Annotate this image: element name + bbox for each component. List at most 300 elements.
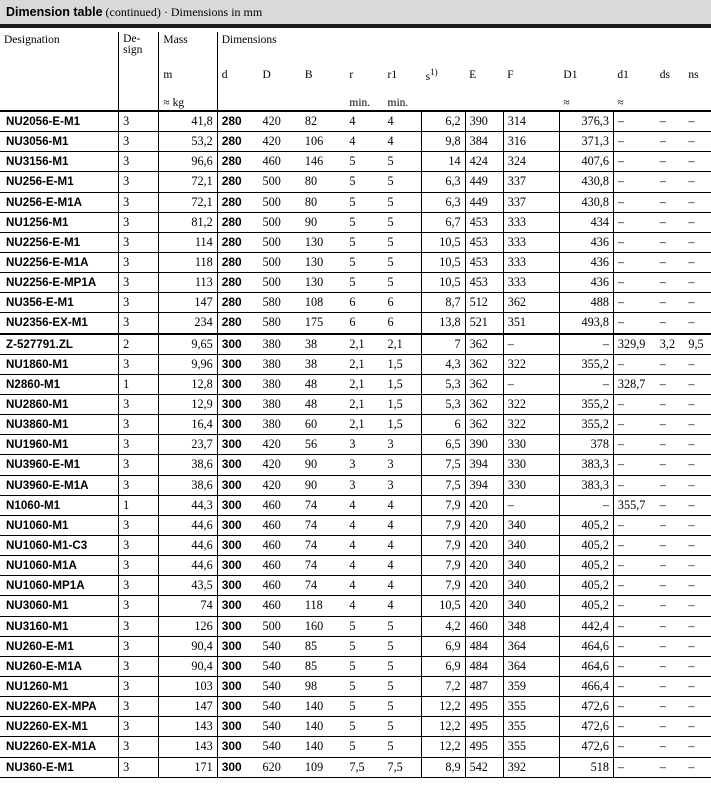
cell-d1: – xyxy=(613,737,655,757)
cell-ds: – xyxy=(656,354,685,374)
table-row xyxy=(0,636,711,656)
cell-r1: 5 xyxy=(384,676,422,696)
cell-mass: 44,3 xyxy=(159,495,217,515)
table-row xyxy=(0,676,711,696)
cell-d1: – xyxy=(613,535,655,555)
cell-designation: NU1060-M1A xyxy=(0,556,119,576)
cell-ds: – xyxy=(656,212,685,232)
cell-r: 5 xyxy=(345,273,383,293)
cell-design: 2 xyxy=(119,334,159,355)
cell-E: 362 xyxy=(465,415,503,435)
cell-s: 6,5 xyxy=(422,435,465,455)
cell-E: 420 xyxy=(465,576,503,596)
cell-r1: 4 xyxy=(384,132,422,152)
header-col-s-label: s xyxy=(425,70,431,83)
cell-ns: – xyxy=(684,132,711,152)
cell-D1: 472,6 xyxy=(559,737,613,757)
table-row xyxy=(0,273,711,293)
cell-designation: NU3960-E-M1A xyxy=(0,475,119,495)
cell-B: 140 xyxy=(301,717,346,737)
cell-r: 5 xyxy=(345,172,383,192)
cell-E: 453 xyxy=(465,232,503,252)
cell-E: 460 xyxy=(465,616,503,636)
cell-r: 2,1 xyxy=(345,415,383,435)
cell-r1: 5 xyxy=(384,656,422,676)
cell-d1: – xyxy=(613,435,655,455)
header-blank-d xyxy=(217,90,258,111)
cell-s: 7,5 xyxy=(422,455,465,475)
cell-E: 484 xyxy=(465,636,503,656)
cell-design: 3 xyxy=(119,475,159,495)
cell-D1: 464,6 xyxy=(559,656,613,676)
cell-s: 12,2 xyxy=(422,717,465,737)
cell-mass: 72,1 xyxy=(159,172,217,192)
cell-d: 300 xyxy=(217,495,258,515)
cell-E: 453 xyxy=(465,252,503,272)
cell-d: 300 xyxy=(217,737,258,757)
table-row xyxy=(0,475,711,495)
cell-ds: – xyxy=(656,475,685,495)
header-design: De- sign xyxy=(119,32,159,111)
cell-d1: – xyxy=(613,313,655,334)
cell-D1: 430,8 xyxy=(559,172,613,192)
cell-design: 3 xyxy=(119,616,159,636)
cell-F: 355 xyxy=(503,697,559,717)
cell-d: 300 xyxy=(217,676,258,696)
cell-r1: 5 xyxy=(384,252,422,272)
cell-r1: 4 xyxy=(384,535,422,555)
cell-d1: – xyxy=(613,656,655,676)
cell-designation: NU260-E-M1 xyxy=(0,636,119,656)
cell-r1: 5 xyxy=(384,232,422,252)
cell-ds: – xyxy=(656,394,685,414)
cell-s: 5,3 xyxy=(422,374,465,394)
cell-designation: NU2256-E-MP1A xyxy=(0,273,119,293)
cell-F: 322 xyxy=(503,415,559,435)
cell-ds: – xyxy=(656,111,685,132)
cell-D: 540 xyxy=(259,636,301,656)
table-row xyxy=(0,394,711,414)
cell-designation: NU2860-M1 xyxy=(0,394,119,414)
table-row xyxy=(0,354,711,374)
cell-r: 5 xyxy=(345,676,383,696)
cell-r: 5 xyxy=(345,616,383,636)
cell-s: 8,7 xyxy=(422,293,465,313)
cell-ns: 9,5 xyxy=(684,334,711,355)
cell-D1: 378 xyxy=(559,435,613,455)
cell-r1: 5 xyxy=(384,212,422,232)
cell-d1: – xyxy=(613,152,655,172)
cell-design: 3 xyxy=(119,394,159,414)
cell-D1: 466,4 xyxy=(559,676,613,696)
table-row xyxy=(0,737,711,757)
cell-d: 300 xyxy=(217,556,258,576)
cell-ns: – xyxy=(684,535,711,555)
cell-design: 3 xyxy=(119,232,159,252)
cell-ns: – xyxy=(684,192,711,212)
cell-d: 300 xyxy=(217,475,258,495)
cell-mass: 43,5 xyxy=(159,576,217,596)
cell-D1: 472,6 xyxy=(559,697,613,717)
cell-B: 109 xyxy=(301,757,346,777)
cell-s: 5,3 xyxy=(422,394,465,414)
cell-D1: 355,2 xyxy=(559,354,613,374)
cell-F: 330 xyxy=(503,475,559,495)
cell-ns: – xyxy=(684,636,711,656)
cell-r: 2,1 xyxy=(345,394,383,414)
cell-ns: – xyxy=(684,616,711,636)
cell-design: 3 xyxy=(119,596,159,616)
cell-mass: 9,65 xyxy=(159,334,217,355)
cell-designation: NU1260-M1 xyxy=(0,676,119,696)
cell-E: 384 xyxy=(465,132,503,152)
cell-ns: – xyxy=(684,435,711,455)
header-mass-symbol: m xyxy=(159,60,217,90)
cell-d1: – xyxy=(613,717,655,737)
cell-d1: – xyxy=(613,252,655,272)
cell-E: 424 xyxy=(465,152,503,172)
cell-D1: 405,2 xyxy=(559,596,613,616)
header-col-ns: ns xyxy=(688,69,699,81)
cell-s: 7,9 xyxy=(422,576,465,596)
cell-F: 355 xyxy=(503,737,559,757)
cell-s: 7,9 xyxy=(422,535,465,555)
cell-d: 300 xyxy=(217,374,258,394)
header-mass: Mass xyxy=(159,32,217,60)
cell-designation: NU2260-EX-MPA xyxy=(0,697,119,717)
cell-E: 487 xyxy=(465,676,503,696)
cell-s: 7,2 xyxy=(422,676,465,696)
cell-designation: NU2056-E-M1 xyxy=(0,111,119,132)
cell-E: 394 xyxy=(465,475,503,495)
cell-mass: 171 xyxy=(159,757,217,777)
cell-d1: – xyxy=(613,697,655,717)
cell-D: 540 xyxy=(259,737,301,757)
table-row xyxy=(0,576,711,596)
cell-mass: 126 xyxy=(159,616,217,636)
header-r-min: min. xyxy=(345,90,383,111)
cell-ns: – xyxy=(684,374,711,394)
cell-B: 80 xyxy=(301,192,346,212)
cell-designation: NU1060-MP1A xyxy=(0,576,119,596)
table-title-bold: Dimension table xyxy=(6,5,103,19)
cell-r1: 4 xyxy=(384,556,422,576)
cell-mass: 113 xyxy=(159,273,217,293)
cell-design: 3 xyxy=(119,252,159,272)
cell-D: 460 xyxy=(259,152,301,172)
cell-d: 280 xyxy=(217,293,258,313)
cell-r: 4 xyxy=(345,556,383,576)
cell-D: 420 xyxy=(259,435,301,455)
cell-D: 460 xyxy=(259,596,301,616)
table-row xyxy=(0,232,711,252)
cell-r1: 4 xyxy=(384,111,422,132)
cell-s: 13,8 xyxy=(422,313,465,334)
cell-mass: 90,4 xyxy=(159,636,217,656)
cell-D: 420 xyxy=(259,455,301,475)
table-row xyxy=(0,556,711,576)
cell-d: 300 xyxy=(217,717,258,737)
cell-design: 3 xyxy=(119,192,159,212)
cell-r1: 5 xyxy=(384,273,422,293)
cell-E: 390 xyxy=(465,435,503,455)
cell-r1: 5 xyxy=(384,172,422,192)
cell-designation: NU3060-M1 xyxy=(0,596,119,616)
table-row xyxy=(0,697,711,717)
cell-ds: – xyxy=(656,415,685,435)
cell-mass: 103 xyxy=(159,676,217,696)
cell-d1: – xyxy=(613,273,655,293)
cell-d: 300 xyxy=(217,515,258,535)
cell-D1: 434 xyxy=(559,212,613,232)
cell-r: 6 xyxy=(345,313,383,334)
cell-B: 48 xyxy=(301,374,346,394)
table-row xyxy=(0,192,711,212)
cell-s: 10,5 xyxy=(422,596,465,616)
header-r1-min: min. xyxy=(384,90,422,111)
cell-E: 394 xyxy=(465,455,503,475)
cell-ns: – xyxy=(684,757,711,777)
cell-D1: 383,3 xyxy=(559,455,613,475)
cell-F: 340 xyxy=(503,515,559,535)
cell-mass: 147 xyxy=(159,697,217,717)
cell-D1: 493,8 xyxy=(559,313,613,334)
cell-D1: 436 xyxy=(559,273,613,293)
cell-ds: – xyxy=(656,757,685,777)
cell-mass: 74 xyxy=(159,596,217,616)
cell-E: 420 xyxy=(465,596,503,616)
cell-r: 2,1 xyxy=(345,354,383,374)
cell-ns: – xyxy=(684,212,711,232)
cell-r1: 1,5 xyxy=(384,354,422,374)
cell-ns: – xyxy=(684,676,711,696)
cell-mass: 143 xyxy=(159,737,217,757)
cell-r: 5 xyxy=(345,192,383,212)
table-row xyxy=(0,293,711,313)
cell-r: 4 xyxy=(345,596,383,616)
cell-F: 324 xyxy=(503,152,559,172)
header-mass-unit: ≈ kg xyxy=(159,90,217,111)
cell-D1: 371,3 xyxy=(559,132,613,152)
cell-ds: – xyxy=(656,232,685,252)
cell-r1: 5 xyxy=(384,717,422,737)
cell-mass: 118 xyxy=(159,252,217,272)
header-col-ds: ds xyxy=(659,69,671,81)
cell-d1: – xyxy=(613,293,655,313)
cell-d: 300 xyxy=(217,455,258,475)
cell-D: 460 xyxy=(259,515,301,535)
table-row xyxy=(0,212,711,232)
header-col-D: D xyxy=(262,69,271,81)
cell-B: 74 xyxy=(301,495,346,515)
cell-d: 300 xyxy=(217,697,258,717)
table-row xyxy=(0,415,711,435)
cell-d: 280 xyxy=(217,232,258,252)
table-row xyxy=(0,757,711,777)
cell-designation: NU2356-EX-M1 xyxy=(0,313,119,334)
cell-r1: 4 xyxy=(384,495,422,515)
cell-D1: 407,6 xyxy=(559,152,613,172)
cell-d1: – xyxy=(613,556,655,576)
cell-mass: 90,4 xyxy=(159,656,217,676)
cell-B: 90 xyxy=(301,475,346,495)
cell-r1: 4 xyxy=(384,596,422,616)
cell-ds: – xyxy=(656,656,685,676)
cell-mass: 38,6 xyxy=(159,455,217,475)
cell-r: 3 xyxy=(345,475,383,495)
cell-F: 337 xyxy=(503,172,559,192)
cell-D1: – xyxy=(559,495,613,515)
cell-ns: – xyxy=(684,556,711,576)
header-col-d1: d1 xyxy=(617,69,629,81)
cell-d1: – xyxy=(613,676,655,696)
cell-E: 542 xyxy=(465,757,503,777)
cell-d: 280 xyxy=(217,192,258,212)
cell-F: 364 xyxy=(503,636,559,656)
cell-r: 4 xyxy=(345,132,383,152)
cell-s: 10,5 xyxy=(422,273,465,293)
cell-mass: 12,8 xyxy=(159,374,217,394)
table-row xyxy=(0,656,711,676)
cell-d: 300 xyxy=(217,415,258,435)
cell-d1: 329,9 xyxy=(613,334,655,355)
cell-designation: NU3960-E-M1 xyxy=(0,455,119,475)
cell-s: 7,9 xyxy=(422,556,465,576)
cell-r1: 3 xyxy=(384,455,422,475)
cell-ds: – xyxy=(656,273,685,293)
table-row xyxy=(0,435,711,455)
cell-d1: – xyxy=(613,132,655,152)
cell-mass: 44,6 xyxy=(159,515,217,535)
cell-ds: – xyxy=(656,152,685,172)
cell-B: 80 xyxy=(301,172,346,192)
cell-ds: – xyxy=(656,576,685,596)
cell-s: 10,5 xyxy=(422,232,465,252)
table-row xyxy=(0,495,711,515)
table-title xyxy=(0,0,711,28)
cell-d1: – xyxy=(613,596,655,616)
header-D1-approx: ≈ xyxy=(559,90,613,111)
cell-D: 380 xyxy=(259,394,301,414)
cell-r1: 2,1 xyxy=(384,334,422,355)
table-row xyxy=(0,515,711,535)
cell-designation: NU3860-M1 xyxy=(0,415,119,435)
cell-D: 380 xyxy=(259,354,301,374)
cell-E: 495 xyxy=(465,737,503,757)
cell-mass: 41,8 xyxy=(159,111,217,132)
cell-mass: 23,7 xyxy=(159,435,217,455)
cell-s: 6 xyxy=(422,415,465,435)
cell-mass: 147 xyxy=(159,293,217,313)
cell-F: 333 xyxy=(503,273,559,293)
header-col-D1: D1 xyxy=(563,69,578,81)
cell-d1: – xyxy=(613,475,655,495)
cell-D1: 436 xyxy=(559,232,613,252)
cell-s: 9,8 xyxy=(422,132,465,152)
cell-r: 5 xyxy=(345,656,383,676)
cell-F: 340 xyxy=(503,556,559,576)
cell-s: 12,2 xyxy=(422,697,465,717)
cell-ns: – xyxy=(684,111,711,132)
cell-design: 3 xyxy=(119,415,159,435)
cell-ds: – xyxy=(656,132,685,152)
cell-B: 140 xyxy=(301,697,346,717)
cell-d: 280 xyxy=(217,152,258,172)
table-row xyxy=(0,616,711,636)
header-col-d: d xyxy=(217,60,258,90)
cell-d: 300 xyxy=(217,394,258,414)
cell-ds: – xyxy=(656,556,685,576)
cell-d: 300 xyxy=(217,535,258,555)
cell-design: 3 xyxy=(119,697,159,717)
cell-r: 5 xyxy=(345,636,383,656)
cell-ds: – xyxy=(656,192,685,212)
cell-F: 340 xyxy=(503,576,559,596)
cell-d1: 328,7 xyxy=(613,374,655,394)
cell-D: 540 xyxy=(259,717,301,737)
cell-d1: – xyxy=(613,455,655,475)
cell-ns: – xyxy=(684,475,711,495)
cell-s: 7 xyxy=(422,334,465,355)
cell-F: 392 xyxy=(503,757,559,777)
cell-ds: – xyxy=(656,374,685,394)
table-row xyxy=(0,535,711,555)
cell-d1: – xyxy=(613,172,655,192)
cell-D1: 442,4 xyxy=(559,616,613,636)
cell-d1: – xyxy=(613,394,655,414)
cell-D1: 405,2 xyxy=(559,556,613,576)
cell-B: 175 xyxy=(301,313,346,334)
cell-ds: – xyxy=(656,435,685,455)
cell-mass: 143 xyxy=(159,717,217,737)
cell-mass: 9,96 xyxy=(159,354,217,374)
cell-r: 2,1 xyxy=(345,374,383,394)
cell-D: 460 xyxy=(259,535,301,555)
cell-D1: 518 xyxy=(559,757,613,777)
cell-designation: N1060-M1 xyxy=(0,495,119,515)
cell-designation: NU2260-EX-M1 xyxy=(0,717,119,737)
cell-d1: – xyxy=(613,192,655,212)
cell-D1: 383,3 xyxy=(559,475,613,495)
cell-F: 359 xyxy=(503,676,559,696)
cell-B: 38 xyxy=(301,334,346,355)
cell-E: 362 xyxy=(465,394,503,414)
cell-designation: NU360-E-M1 xyxy=(0,757,119,777)
table-row xyxy=(0,152,711,172)
cell-d1: – xyxy=(613,212,655,232)
header-col-B: B xyxy=(304,69,313,81)
cell-D1: – xyxy=(559,334,613,355)
header-blank-s xyxy=(422,90,465,111)
header-dimensions: Dimensions xyxy=(217,32,711,60)
cell-B: 130 xyxy=(301,252,346,272)
cell-design: 3 xyxy=(119,273,159,293)
cell-d1: – xyxy=(613,757,655,777)
cell-ds: – xyxy=(656,495,685,515)
cell-r1: 1,5 xyxy=(384,415,422,435)
cell-ds: – xyxy=(656,737,685,757)
cell-D: 500 xyxy=(259,172,301,192)
cell-r1: 6 xyxy=(384,293,422,313)
cell-ds: – xyxy=(656,616,685,636)
cell-E: 420 xyxy=(465,495,503,515)
cell-d1: – xyxy=(613,232,655,252)
cell-B: 74 xyxy=(301,535,346,555)
cell-design: 3 xyxy=(119,354,159,374)
cell-design: 3 xyxy=(119,535,159,555)
cell-ds: 3,2 xyxy=(656,334,685,355)
cell-F: 314 xyxy=(503,111,559,132)
